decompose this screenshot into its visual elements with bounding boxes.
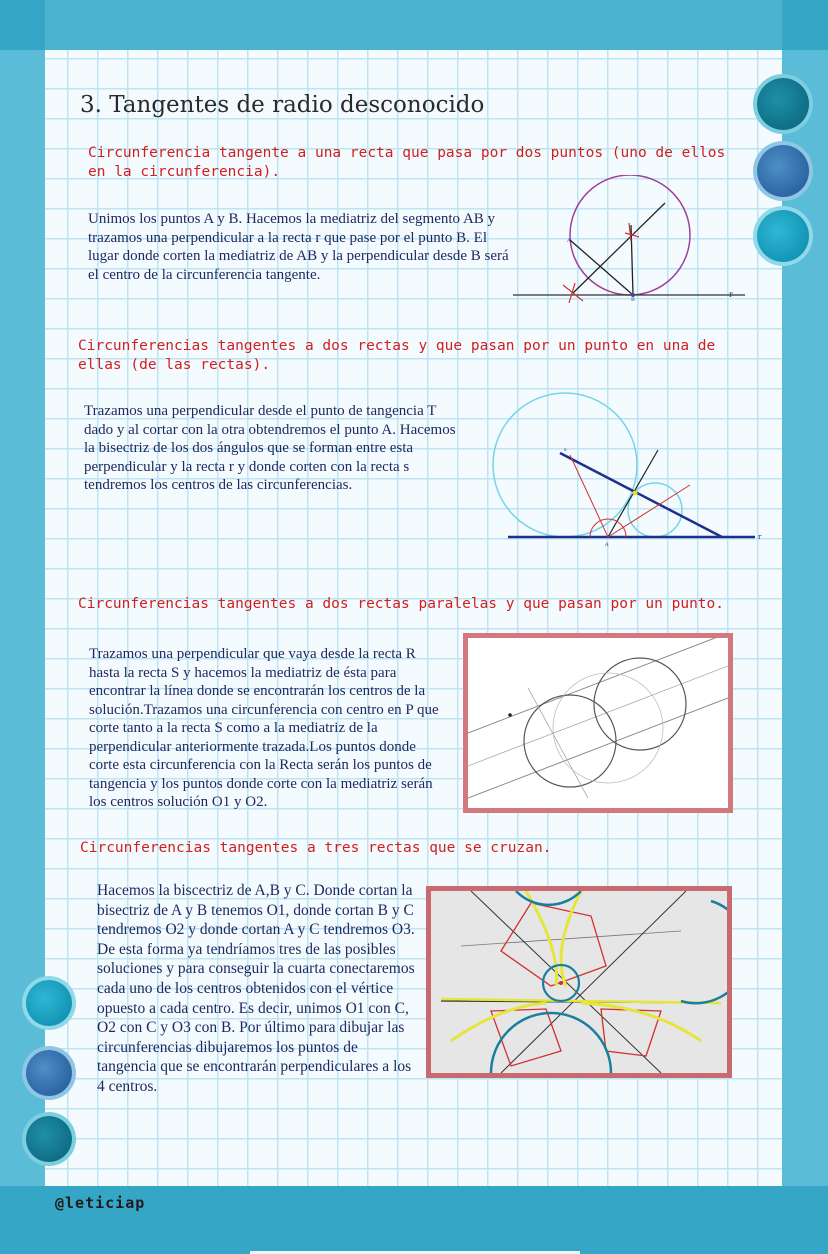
figure-parallel-lines-frame bbox=[463, 633, 733, 813]
section-4-text: Hacemos la biscectriz de A,B y C. Donde cortan la bisectriz de A y B tenemos O1, donde cortan B y C tendremos O2 y donde cortan A y C tendremos O3. De esta forma ya tendríamos tres de las posibles soluciones y para conseguir la cuarta conectaremos cada uno de los centros obtenidos con el vértice opuesto a cada centro. Es decir, unimos O1 con C, O2 con C y O3 con B. Por último para dibujar las circunferencias dibujaremos los puntos de tangencia que se encontrarán perpendiculares a los 4 centros. bbox=[97, 882, 415, 1095]
author-handle: @leticiap bbox=[55, 1194, 146, 1212]
top-bar-left-block bbox=[0, 0, 45, 50]
figure-three-lines-frame bbox=[426, 886, 732, 1078]
figure-label: B bbox=[631, 297, 635, 303]
figure-tangent-line-two-points bbox=[505, 175, 755, 305]
figure-tangent-two-lines-point bbox=[490, 385, 770, 550]
top-bar bbox=[0, 0, 828, 50]
figure-parallel-lines bbox=[468, 638, 728, 808]
figure-label: r bbox=[729, 290, 733, 299]
section-2-text: Trazamos una perpendicular desde el punto de tangencia T dado y al cortar con la otra obtendremos el punto A. Hacemos la bisectriz de los dos ángulos que se forman entre esta perpendicular y la recta r y donde corten con la recta s tendremos los centros de las circunferencias. bbox=[84, 403, 456, 493]
figure-label: A bbox=[605, 542, 609, 548]
section-3-heading: Circunferencias tangentes a dos rectas paralelas y que pasan por un punto. bbox=[78, 596, 725, 612]
figure-label: r bbox=[758, 533, 762, 541]
section-4-heading: Circunferencias tangentes a tres rectas que se cruzan. bbox=[80, 840, 552, 856]
section-1-text: Unimos los puntos A y B. Hacemos la mediatriz del segmento AB y trazamos una perpendicular a la recta r que pase por el punto B. El lugar donde corten la mediatriz de AB y la perpendicular desde B será el centro de la circunferencia tangente. bbox=[88, 211, 509, 283]
section-1-heading: Circunferencia tangente a una recta que pasa por dos puntos (uno de ellos en la circunferencia). bbox=[88, 145, 726, 180]
page-title: 3. Tangentes de radio desconocido bbox=[80, 92, 485, 118]
binder-ring-icon bbox=[757, 210, 809, 262]
binder-ring-icon bbox=[757, 145, 809, 197]
binder-ring-icon bbox=[26, 1116, 72, 1162]
binder-ring-icon bbox=[26, 980, 72, 1026]
section-2-heading: Circunferencias tangentes a dos rectas y que pasan por un punto en una de ellas (de las rectas). bbox=[78, 338, 716, 373]
binder-ring-icon bbox=[757, 78, 809, 130]
footer bbox=[0, 1186, 828, 1254]
top-bar-right-block bbox=[782, 0, 828, 50]
figure-label: s bbox=[564, 447, 567, 453]
section-3-text: Trazamos una perpendicular que vaya desde la recta R hasta la recta S y hacemos la mediatriz de ésta para encontrar la línea donde se encontrarán los centros de la solución.Trazamos una circunferencia con centro en P que corte tanto a la recta S como a la mediatriz de la perpendicular anteriormente trazada.Los puntos donde corte esta circunferencia con la Recta serán los puntos de tangencia y los puntos donde corte con la mediatriz serán los centros solución O1 y O2. bbox=[89, 646, 439, 810]
figure-label: A bbox=[567, 238, 571, 244]
figure-three-lines bbox=[431, 891, 727, 1073]
binder-ring-icon bbox=[26, 1050, 72, 1096]
